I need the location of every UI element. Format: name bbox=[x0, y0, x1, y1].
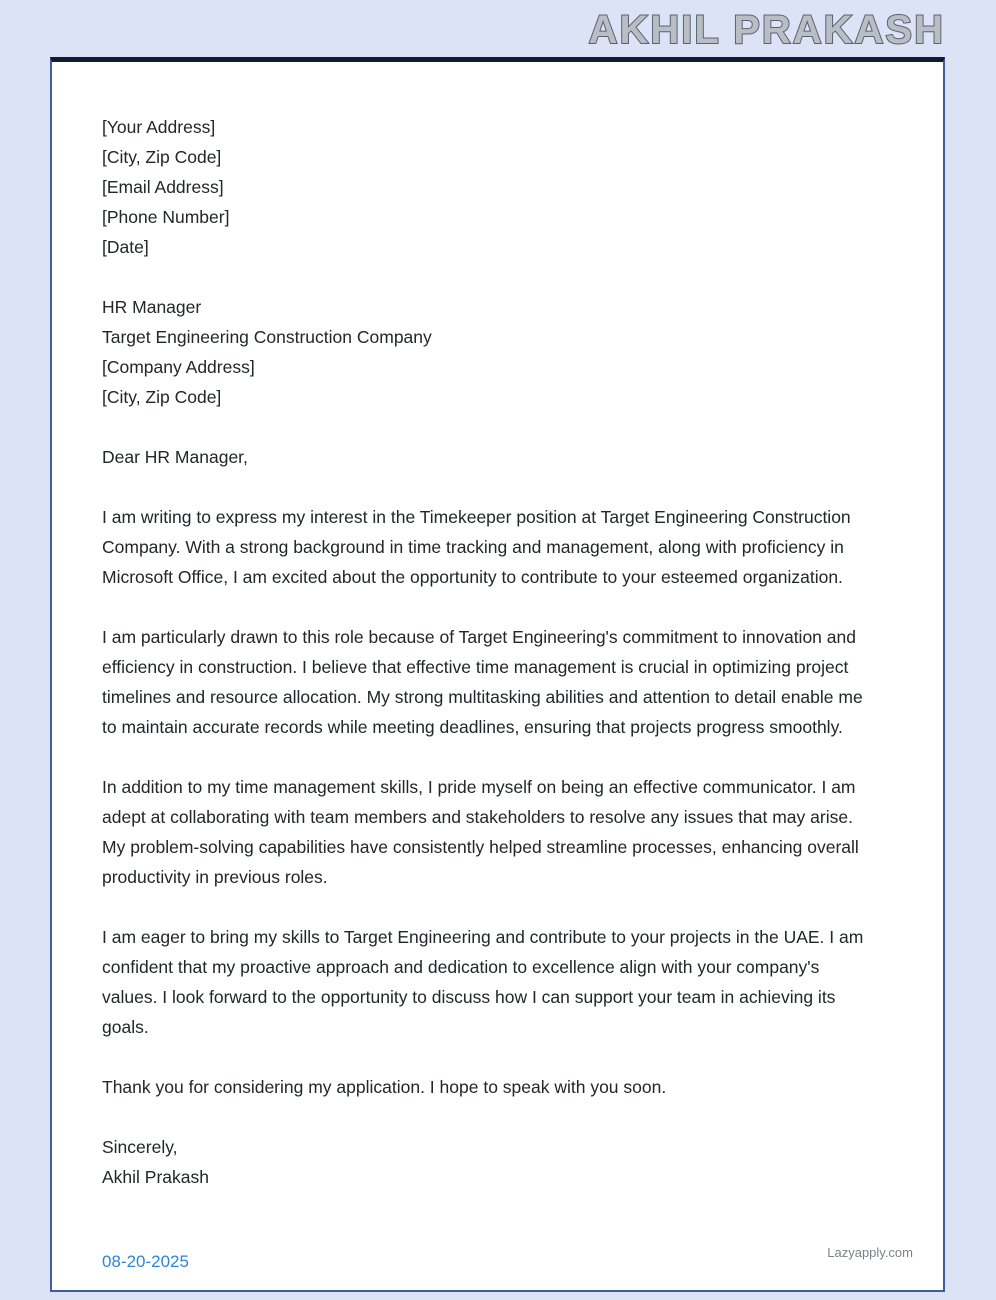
body-paragraph-4: I am eager to bring my skills to Target Engineering and contribute to your projects in the UAE. I am confident that my proactive approach and dedication to excellence align with your company's values. I look forward to the opportunity to discuss how I can support your team in achieving its goals. bbox=[102, 927, 864, 1037]
letter-date: 08-20-2025 bbox=[102, 1252, 189, 1271]
sender-phone-line: [Phone Number] bbox=[102, 207, 230, 227]
recipient-address-block bbox=[102, 292, 873, 412]
signature-block bbox=[102, 1132, 873, 1192]
sender-date-line: [Date] bbox=[102, 237, 149, 257]
recipient-city-line: [City, Zip Code] bbox=[102, 387, 222, 407]
sender-address-line: [Your Address] bbox=[102, 117, 216, 137]
sender-email-line: [Email Address] bbox=[102, 177, 224, 197]
recipient-address-line: [Company Address] bbox=[102, 357, 255, 377]
watermark: Lazyapply.com bbox=[827, 1245, 913, 1260]
letter-page bbox=[50, 57, 945, 1292]
salutation-block bbox=[102, 442, 873, 472]
salutation: Dear HR Manager, bbox=[102, 447, 248, 467]
recipient-company-line: Target Engineering Construction Company bbox=[102, 327, 432, 347]
thank-you-paragraph: Thank you for considering my application. I hope to speak with you soon. bbox=[102, 1077, 667, 1097]
letterhead-name: AKHIL PRAKASH bbox=[588, 8, 945, 52]
sender-city-line: [City, Zip Code] bbox=[102, 147, 222, 167]
letter-body bbox=[52, 62, 943, 1192]
closing: Sincerely, bbox=[102, 1137, 178, 1157]
sender-address-block bbox=[102, 112, 873, 262]
body-paragraph-3: In addition to my time management skills, I pride myself on being an effective communicator. I am adept at collaborating with team members and stakeholders to resolve any issues that may arise. My problem-solving capabilities have consistently helped streamline processes, enhancing overall productivity in previous roles. bbox=[102, 777, 859, 887]
signature-name: Akhil Prakash bbox=[102, 1167, 209, 1187]
body-paragraph-1: I am writing to express my interest in the Timekeeper position at Target Engineering Construction Company. With a strong background in time tracking and management, along with proficiency in Microsoft Office, I am excited about the opportunity to contribute to your esteemed organization. bbox=[102, 507, 851, 587]
body-paragraph-2: I am particularly drawn to this role because of Target Engineering's commitment to innovation and efficiency in construction. I believe that effective time management is crucial in optimizing project timelines and resource allocation. My strong multitasking abilities and attention to detail enable me to maintain accurate records while meeting deadlines, ensuring that projects progress smoothly. bbox=[102, 627, 863, 737]
recipient-title-line: HR Manager bbox=[102, 297, 202, 317]
letterhead bbox=[0, 8, 945, 58]
